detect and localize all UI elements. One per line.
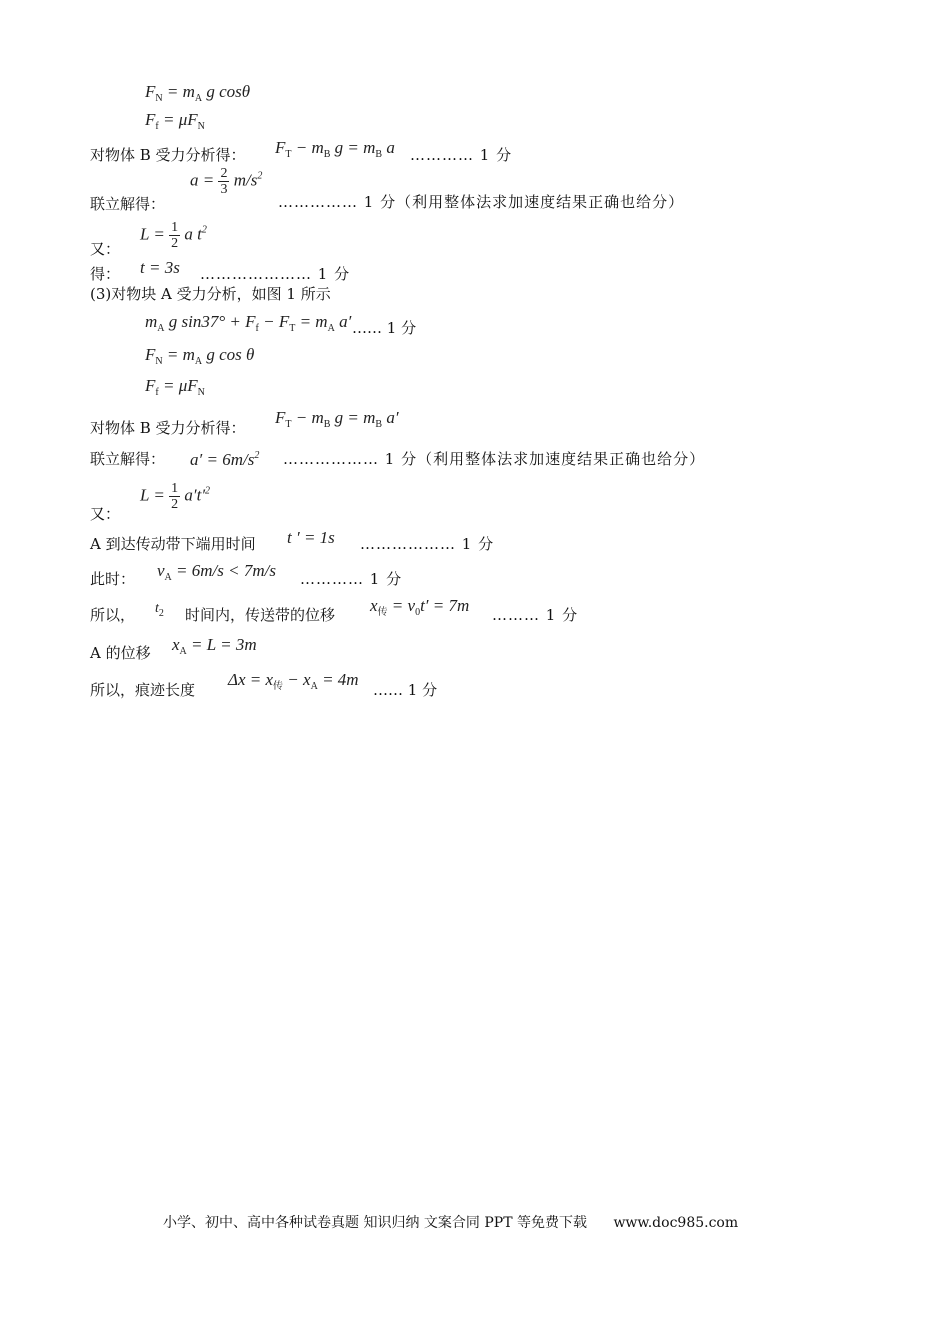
- equation-block-b-2: $F_T - m_B$ $g = m_B$ a′: [275, 408, 399, 430]
- equation-block-a-force: $m_A$ g $\sin 37^\circ + F_f - F_T = m_A$ a′: [145, 312, 352, 334]
- text-block-b-analysis: 对物体 B 受力分析得：: [90, 146, 246, 164]
- equation-t2: $t_2$: [155, 601, 164, 619]
- score-marker: …………… 1 分（利用整体法求加速度结果正确也给分）: [278, 193, 685, 211]
- equation-time: t = 3s: [140, 258, 180, 277]
- equation-friction: $F_f = \mu F_N$: [145, 110, 205, 132]
- equation-distance-2: L = $\frac{1}{2}$ $a't'^2$: [140, 481, 211, 512]
- text-also-2: 又：: [90, 505, 121, 523]
- equation-velocity: $v_A = 6m/s < 7m/s$: [157, 561, 276, 583]
- text-therefore: 所以，: [90, 606, 136, 624]
- score-marker: ……………… 1 分（利用整体法求加速度结果正确也给分）: [283, 450, 706, 468]
- text-at-this-time: 此时：: [90, 570, 136, 588]
- page-footer: [163, 1214, 738, 1232]
- text-block-b-analysis-2: 对物体 B 受力分析得：: [90, 419, 246, 437]
- equation-acceleration: a = $\frac{2}{3}$ $m/s^2$: [190, 166, 263, 197]
- text-solve: 联立解得：: [90, 195, 166, 213]
- score-marker: ………… 1 分: [410, 146, 513, 164]
- score-marker: ……………… 1 分: [360, 535, 495, 553]
- text-part-3-heading: (3)对物块 A 受力分析，如图 1 所示: [90, 285, 331, 303]
- equation-block-b: $F_T - m_B$ $g = m_B$ a: [275, 138, 395, 160]
- text-time-to-bottom: A 到达传动带下端用时间: [90, 535, 256, 553]
- equation-friction-2: $F_f = \mu F_N$: [145, 376, 205, 398]
- equation-distance: L = $\frac{1}{2}$ a $t^2$: [140, 220, 207, 251]
- equation-time-2: t ′ = 1s: [287, 528, 335, 547]
- equation-belt-displacement: $x_传 = v_0t' = 7m$: [370, 596, 470, 618]
- equation-trace-length: $\Delta x = x_传 - x_A = 4m$: [228, 670, 359, 692]
- equation-acceleration-2: $a' = 6m/s^2$: [190, 450, 260, 469]
- score-marker: ………… 1 分: [300, 570, 403, 588]
- score-marker: ………………… 1 分: [200, 265, 351, 283]
- footer-text: 小学、初中、高中各种试卷真题 知识归纳 文案合同 PPT 等免费下载: [163, 1215, 587, 1231]
- text-trace-length: 所以，痕迹长度: [90, 681, 196, 699]
- equation-normal-force-2: $F_N = m_A$ g cos θ: [145, 345, 255, 367]
- equation-a-displacement: $x_A = L = 3m$: [172, 635, 257, 657]
- text-solve-2: 联立解得：: [90, 450, 166, 468]
- text-also: 又：: [90, 240, 121, 258]
- score-marker: …… 1 分: [373, 681, 438, 699]
- score-marker: …… 1 分: [352, 319, 417, 337]
- text-result: 得：: [90, 265, 121, 283]
- equation-normal-force: $F_N = m_A$ g cosθ: [145, 82, 251, 104]
- footer-site-link[interactable]: www.doc985.com: [613, 1215, 739, 1231]
- text-belt-displacement: 时间内，传送带的位移: [185, 606, 336, 624]
- text-a-displacement: A 的位移: [90, 644, 151, 662]
- score-marker: ……… 1 分: [492, 606, 579, 624]
